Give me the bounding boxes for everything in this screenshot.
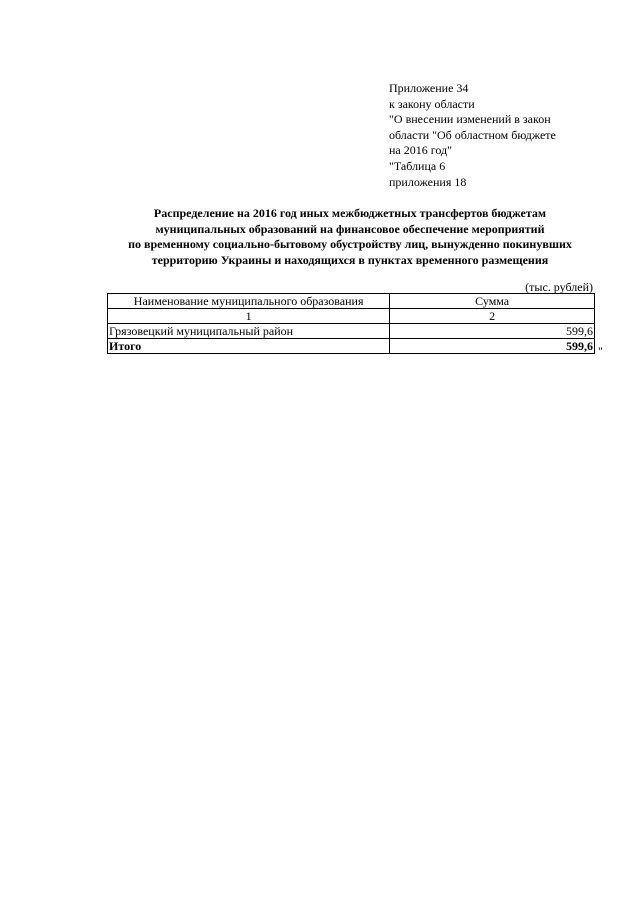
total-row <box>108 339 595 354</box>
appendix-line: к закону области <box>389 96 475 111</box>
units-label: (тыс. рублей) <box>525 280 593 294</box>
appendix-line: "Таблица 6 <box>389 158 446 173</box>
closing-quote: " <box>598 344 603 358</box>
title-line: Распределение на 2016 год иных межбюджетных трансфертов бюджетам <box>153 206 547 220</box>
distribution-table <box>107 293 595 354</box>
column-number: 1 <box>108 309 390 324</box>
municipality-name: Грязовецкий муниципальный район <box>108 324 390 339</box>
title-line: по временному социально-бытовому обустройству лиц, вынужденно покинувших <box>128 237 572 251</box>
appendix-reference <box>389 81 609 190</box>
amount-value: 599,6 <box>390 324 595 339</box>
column-number: 2 <box>390 309 595 324</box>
appendix-line: приложения 18 <box>389 174 467 189</box>
title-line: территорию Украины и находящихся в пунктах временного размещения <box>151 252 549 267</box>
appendix-line: Приложение 34 <box>389 81 469 95</box>
appendix-line: "О внесении изменений в закон <box>389 112 551 127</box>
title-line: муниципальных образований на финансовое обеспечение мероприятий <box>155 221 545 236</box>
total-amount: 599,6 <box>390 339 595 354</box>
table-row <box>108 324 595 339</box>
column-number-row <box>108 309 595 324</box>
document-title <box>60 206 640 268</box>
appendix-line: области "Об областном бюджете <box>389 127 556 142</box>
header-municipality: Наименование муниципального образования <box>108 294 390 309</box>
header-amount: Сумма <box>390 294 595 309</box>
total-label: Итого <box>108 339 390 354</box>
table-header-row <box>108 294 595 309</box>
appendix-line: на 2016 год" <box>389 143 453 158</box>
